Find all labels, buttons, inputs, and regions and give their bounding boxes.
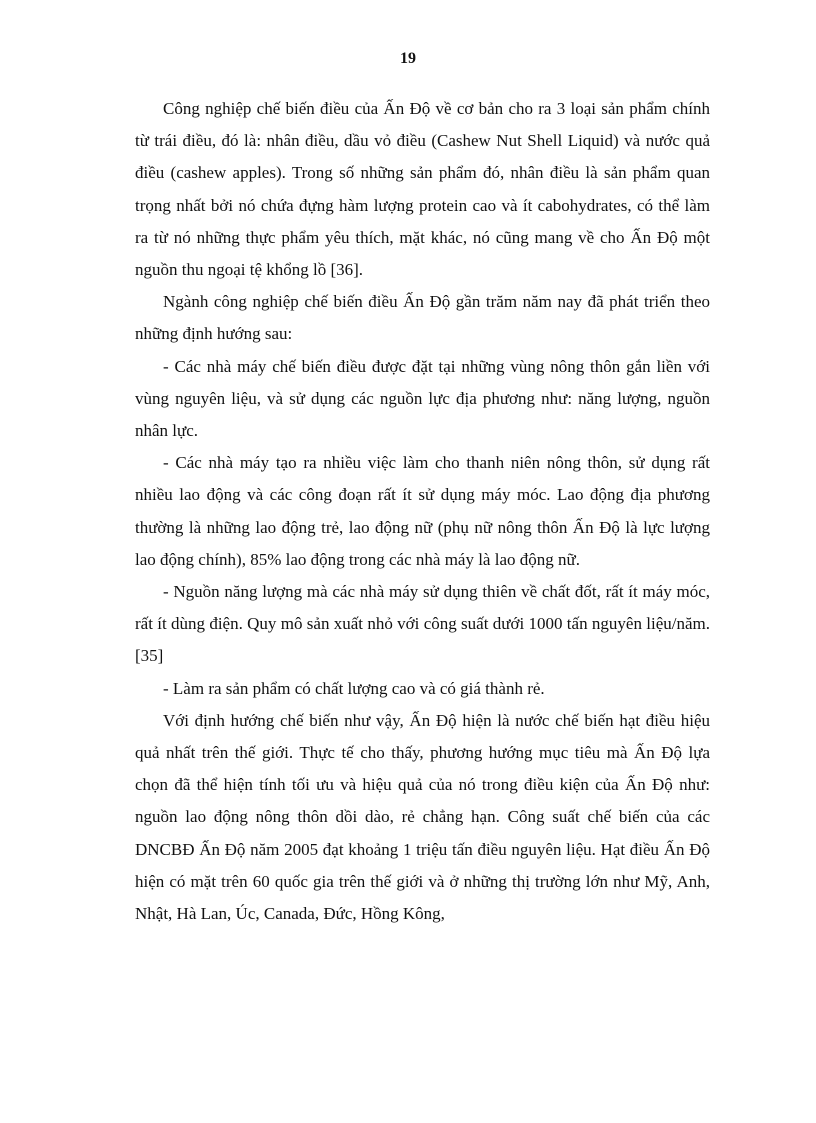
- bullet-rural-factories: - Các nhà máy chế biến điều được đặt tại những vùng nông thôn gắn liền với vùng nguyên liệu, và sử dụng các nguồn lực địa phương như: năng lượng, nguồn nhân lực.: [135, 356, 710, 441]
- paragraph-india-products: Công nghiệp chế biến điều của Ấn Độ về cơ bản cho ra 3 loại sản phẩm chính từ trái điều, đó là: nhân điều, dầu vỏ điều (Cashew Nut Shell Liquid) và nước quả điều (cashew apples). Trong số những sản phẩm đó, nhân điều là sản phẩm quan trọng nhất bởi nó chứa đựng hàm lượng protein cao và ít cabohydrates, có thể làm ra từ nó những thực phẩm yêu thích, mặt khác, nó cũng mang về cho Ấn Độ một nguồn thu ngoại tệ khổng lồ [36].: [135, 99, 710, 280]
- paragraph-processing-efficiency: Với định hướng chế biến như vậy, Ấn Độ hiện là nước chế biến hạt điều hiệu quả nhất trên thế giới. Thực tế cho thấy, phương hướng mục tiêu mà Ấn Độ lựa chọn đã thể hiện tính tối ưu và hiệu quả của nó trong điều kiện của Ấn Độ như: nguồn lao động nông thôn dồi dào, rẻ chẳng hạn. Công suất chế biến của các DNCBĐ Ấn Độ năm 2005 đạt khoảng 1 triệu tấn điều nguyên liệu. Hạt điều Ấn Độ hiện có mặt trên 60 quốc gia trên thế giới và ở những thị trường lớn như Mỹ, Anh, Nhật, Hà Lan, Úc, Canada, Đức, Hồng Kông,: [135, 710, 710, 924]
- page-number: 19: [400, 50, 416, 67]
- bullet-rural-employment: - Các nhà máy tạo ra nhiều việc làm cho thanh niên nông thôn, sử dụng rất nhiều lao động và các công đoạn rất ít sử dụng máy móc. Lao động địa phương thường là những lao động trẻ, lao động nữ (phụ nữ nông thôn Ấn Độ là lực lượng lao động chính), 85% lao động trong các nhà máy là lao động nữ.: [135, 453, 710, 569]
- paragraph-development-directions: Ngành công nghiệp chế biến điều Ấn Độ gần trăm năm nay đã phát triển theo những định hướng sau:: [135, 292, 710, 344]
- bullet-quality-products: - Làm ra sản phẩm có chất lượng cao và có giá thành rẻ.: [163, 678, 545, 698]
- document-body: [135, 93, 710, 930]
- bullet-energy-sources: - Nguồn năng lượng mà các nhà máy sử dụng thiên về chất đốt, rất ít máy móc, rất ít dùng điện. Quy mô sản xuất nhỏ với công suất dưới 1000 tấn nguyên liệu/năm. [35]: [135, 582, 710, 666]
